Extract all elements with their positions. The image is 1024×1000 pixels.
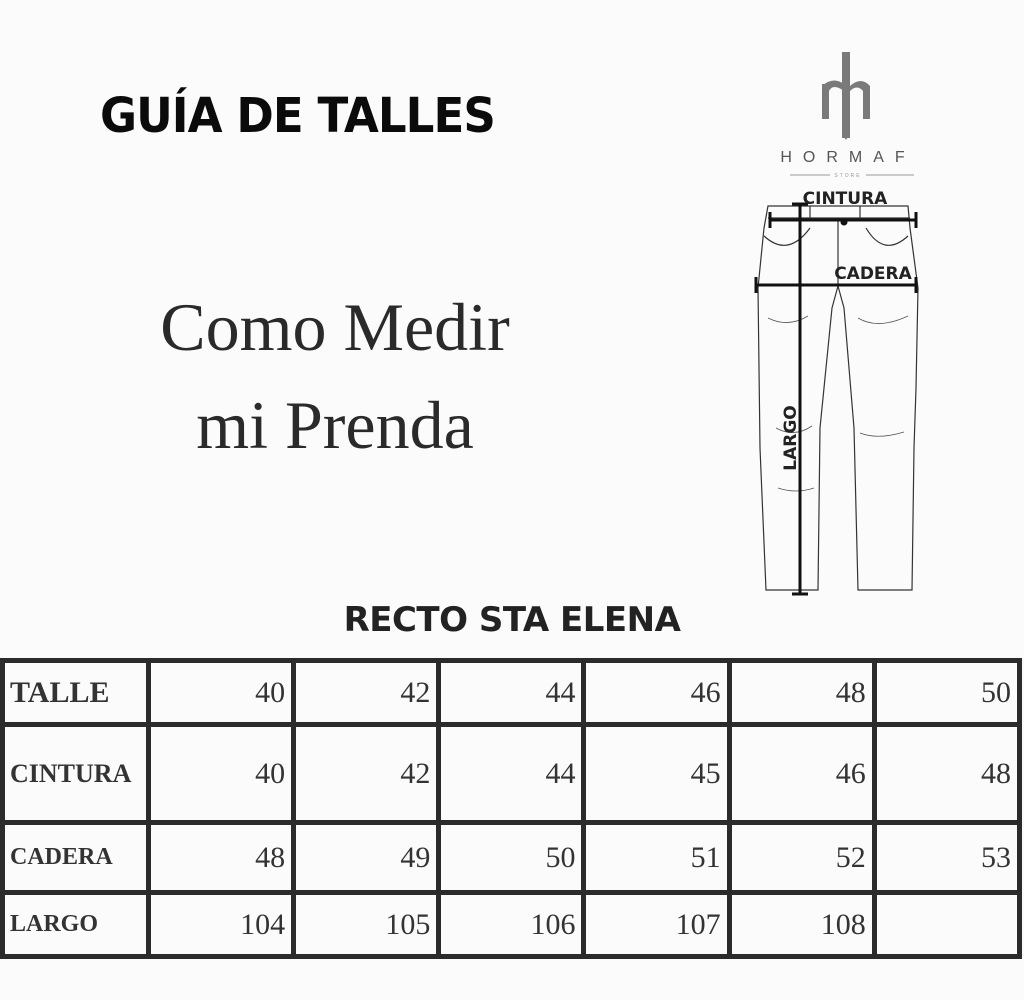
row-label: CINTURA xyxy=(3,725,149,823)
table-cell: 48 xyxy=(874,725,1019,823)
pants-diagram xyxy=(748,188,928,608)
table-cell: 44 xyxy=(439,661,584,725)
table-cell: 50 xyxy=(439,823,584,893)
table-cell: 53 xyxy=(874,823,1019,893)
table-cell: 104 xyxy=(149,893,294,957)
table-cell: 40 xyxy=(149,661,294,725)
table-row-cintura xyxy=(3,725,1020,823)
table-cell: 108 xyxy=(729,893,874,957)
table-cell: 51 xyxy=(584,823,729,893)
measure-length xyxy=(792,204,808,594)
table-row-largo xyxy=(3,893,1020,957)
label-cadera: CADERA xyxy=(834,264,912,284)
table-cell: 42 xyxy=(294,661,439,725)
table-cell: 45 xyxy=(584,725,729,823)
table-cell: 44 xyxy=(439,725,584,823)
pocket-right xyxy=(866,228,908,245)
table-title: RECTO STA ELENA xyxy=(343,600,681,640)
subtitle xyxy=(110,278,560,474)
table-cell: 49 xyxy=(294,823,439,893)
brand-name: HORMAF xyxy=(780,149,916,166)
brand-tagline: STORE xyxy=(834,173,862,179)
row-label: TALLE xyxy=(3,661,149,725)
table-cell: 42 xyxy=(294,725,439,823)
size-table xyxy=(0,658,1022,959)
subtitle-line-2: mi Prenda xyxy=(196,387,474,463)
table-row-talle xyxy=(3,661,1020,725)
table-cell: 46 xyxy=(729,725,874,823)
page-title: GUÍA DE TALLES xyxy=(100,88,495,144)
table-row-cadera xyxy=(3,823,1020,893)
table-cell xyxy=(874,893,1019,957)
table-cell: 48 xyxy=(149,823,294,893)
table-cell: 46 xyxy=(584,661,729,725)
table-cell: 107 xyxy=(584,893,729,957)
row-label: LARGO xyxy=(3,893,149,957)
table-cell: 106 xyxy=(439,893,584,957)
table-cell: 48 xyxy=(729,661,874,725)
pocket-left xyxy=(764,228,810,245)
mh-monogram-icon xyxy=(822,52,870,140)
subtitle-line-1: Como Medir xyxy=(160,289,510,365)
table-cell: 50 xyxy=(874,661,1019,725)
label-largo: LARGO xyxy=(781,405,801,471)
row-label: CADERA xyxy=(3,823,149,893)
label-cintura: CINTURA xyxy=(802,189,888,209)
waist-button xyxy=(841,219,848,226)
brand-logo xyxy=(758,46,938,186)
table-cell: 40 xyxy=(149,725,294,823)
table-cell: 52 xyxy=(729,823,874,893)
table-cell: 105 xyxy=(294,893,439,957)
